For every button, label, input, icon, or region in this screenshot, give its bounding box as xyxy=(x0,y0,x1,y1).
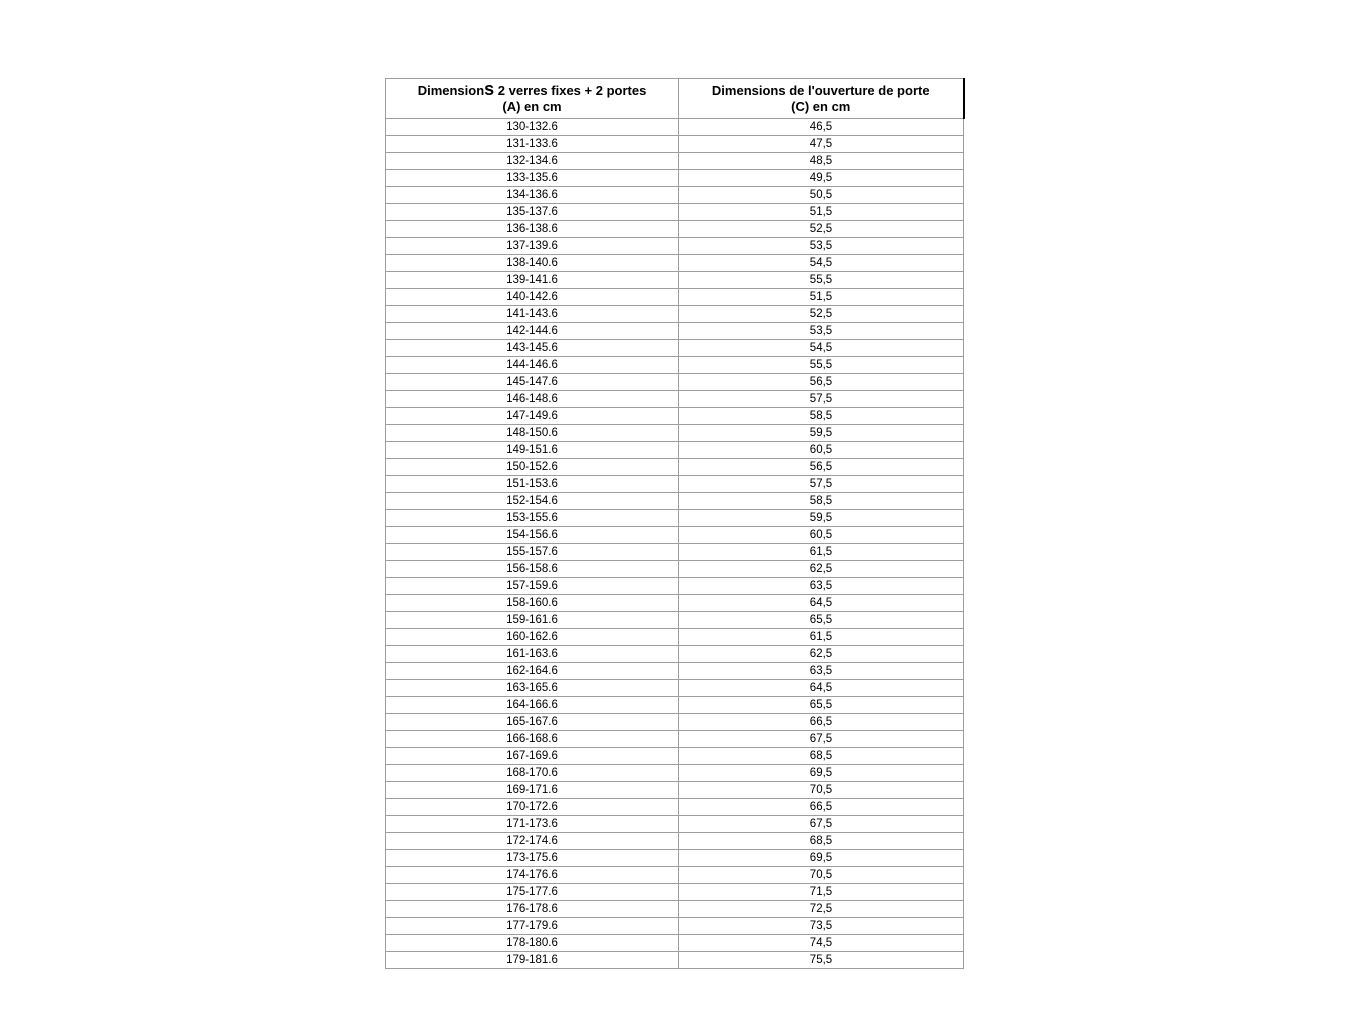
cell-dimension-c: 69,5 xyxy=(679,850,964,867)
table-row xyxy=(386,799,964,816)
cell-dimension-a: 133-135.6 xyxy=(386,170,679,187)
cell-dimension-c: 68,5 xyxy=(679,748,964,765)
cell-dimension-a: 179-181.6 xyxy=(386,952,679,969)
table-row xyxy=(386,629,964,646)
cell-dimension-a: 136-138.6 xyxy=(386,221,679,238)
table-row xyxy=(386,612,964,629)
cell-dimension-c: 63,5 xyxy=(679,663,964,680)
cell-dimension-c: 70,5 xyxy=(679,782,964,799)
cell-dimension-a: 156-158.6 xyxy=(386,561,679,578)
table-row xyxy=(386,561,964,578)
cell-dimension-c: 61,5 xyxy=(679,544,964,561)
table-row xyxy=(386,595,964,612)
cell-dimension-c: 51,5 xyxy=(679,289,964,306)
table-row xyxy=(386,493,964,510)
table-row xyxy=(386,782,964,799)
cell-dimension-c: 66,5 xyxy=(679,799,964,816)
cell-dimension-a: 142-144.6 xyxy=(386,323,679,340)
table-row xyxy=(386,255,964,272)
cell-dimension-c: 61,5 xyxy=(679,629,964,646)
cell-dimension-a: 158-160.6 xyxy=(386,595,679,612)
table-row xyxy=(386,187,964,204)
table-row xyxy=(386,765,964,782)
table-row xyxy=(386,646,964,663)
table-row xyxy=(386,408,964,425)
cell-dimension-c: 47,5 xyxy=(679,136,964,153)
cell-dimension-c: 53,5 xyxy=(679,323,964,340)
cell-dimension-a: 140-142.6 xyxy=(386,289,679,306)
cell-dimension-c: 63,5 xyxy=(679,578,964,595)
header-col-a-tall-s: s xyxy=(484,78,495,99)
header-col-a-line2: (A) en cm xyxy=(502,98,562,114)
cell-dimension-c: 53,5 xyxy=(679,238,964,255)
table-row xyxy=(386,952,964,969)
cell-dimension-c: 52,5 xyxy=(679,221,964,238)
cell-dimension-c: 62,5 xyxy=(679,561,964,578)
cell-dimension-c: 64,5 xyxy=(679,680,964,697)
cell-dimension-a: 134-136.6 xyxy=(386,187,679,204)
cell-dimension-a: 177-179.6 xyxy=(386,918,679,935)
cell-dimension-a: 178-180.6 xyxy=(386,935,679,952)
table-row xyxy=(386,442,964,459)
cell-dimension-c: 56,5 xyxy=(679,459,964,476)
cell-dimension-a: 146-148.6 xyxy=(386,391,679,408)
cell-dimension-a: 153-155.6 xyxy=(386,510,679,527)
table-row xyxy=(386,459,964,476)
cell-dimension-c: 58,5 xyxy=(679,493,964,510)
cell-dimension-c: 46,5 xyxy=(679,119,964,136)
cell-dimension-c: 65,5 xyxy=(679,612,964,629)
cell-dimension-a: 132-134.6 xyxy=(386,153,679,170)
cell-dimension-c: 55,5 xyxy=(679,272,964,289)
cell-dimension-a: 170-172.6 xyxy=(386,799,679,816)
table-row xyxy=(386,884,964,901)
table-row xyxy=(386,221,964,238)
cell-dimension-a: 159-161.6 xyxy=(386,612,679,629)
cell-dimension-a: 154-156.6 xyxy=(386,527,679,544)
cell-dimension-c: 66,5 xyxy=(679,714,964,731)
table-row xyxy=(386,527,964,544)
table-row xyxy=(386,816,964,833)
cell-dimension-c: 67,5 xyxy=(679,816,964,833)
table-row xyxy=(386,476,964,493)
cell-dimension-a: 131-133.6 xyxy=(386,136,679,153)
cell-dimension-a: 137-139.6 xyxy=(386,238,679,255)
cell-dimension-c: 58,5 xyxy=(679,408,964,425)
dimensions-table xyxy=(385,78,965,969)
cell-dimension-a: 143-145.6 xyxy=(386,340,679,357)
table-row xyxy=(386,323,964,340)
cell-dimension-a: 166-168.6 xyxy=(386,731,679,748)
table-row xyxy=(386,204,964,221)
table-row xyxy=(386,680,964,697)
cell-dimension-c: 68,5 xyxy=(679,833,964,850)
table-row xyxy=(386,119,964,136)
cell-dimension-c: 73,5 xyxy=(679,918,964,935)
cell-dimension-a: 168-170.6 xyxy=(386,765,679,782)
cell-dimension-a: 147-149.6 xyxy=(386,408,679,425)
table-row xyxy=(386,374,964,391)
table-row xyxy=(386,748,964,765)
table-row xyxy=(386,918,964,935)
table-row xyxy=(386,867,964,884)
cell-dimension-a: 130-132.6 xyxy=(386,119,679,136)
table-row xyxy=(386,340,964,357)
table-row xyxy=(386,391,964,408)
cell-dimension-c: 72,5 xyxy=(679,901,964,918)
cell-dimension-c: 49,5 xyxy=(679,170,964,187)
cell-dimension-c: 52,5 xyxy=(679,306,964,323)
table-row xyxy=(386,289,964,306)
cell-dimension-a: 174-176.6 xyxy=(386,867,679,884)
table-row xyxy=(386,901,964,918)
cell-dimension-c: 51,5 xyxy=(679,204,964,221)
cell-dimension-a: 165-167.6 xyxy=(386,714,679,731)
cell-dimension-a: 175-177.6 xyxy=(386,884,679,901)
cell-dimension-a: 149-151.6 xyxy=(386,442,679,459)
cell-dimension-a: 163-165.6 xyxy=(386,680,679,697)
cell-dimension-a: 152-154.6 xyxy=(386,493,679,510)
cell-dimension-c: 48,5 xyxy=(679,153,964,170)
cell-dimension-a: 144-146.6 xyxy=(386,357,679,374)
table-row xyxy=(386,306,964,323)
cell-dimension-a: 141-143.6 xyxy=(386,306,679,323)
table-row xyxy=(386,272,964,289)
cell-dimension-a: 160-162.6 xyxy=(386,629,679,646)
table-row xyxy=(386,544,964,561)
cell-dimension-a: 138-140.6 xyxy=(386,255,679,272)
header-col-a-rest: 2 verres fixes + 2 portes xyxy=(494,82,647,98)
header-row xyxy=(386,79,964,119)
cell-dimension-a: 164-166.6 xyxy=(386,697,679,714)
table-body xyxy=(386,119,964,969)
cell-dimension-a: 162-164.6 xyxy=(386,663,679,680)
table-row xyxy=(386,935,964,952)
table-row xyxy=(386,238,964,255)
cell-dimension-c: 75,5 xyxy=(679,952,964,969)
cell-dimension-a: 150-152.6 xyxy=(386,459,679,476)
cell-dimension-c: 64,5 xyxy=(679,595,964,612)
cell-dimension-a: 173-175.6 xyxy=(386,850,679,867)
header-col-c xyxy=(679,79,964,119)
cell-dimension-c: 55,5 xyxy=(679,357,964,374)
header-col-c-line2: (C) en cm xyxy=(791,98,851,114)
cell-dimension-c: 70,5 xyxy=(679,867,964,884)
cell-dimension-c: 65,5 xyxy=(679,697,964,714)
cell-dimension-a: 157-159.6 xyxy=(386,578,679,595)
cell-dimension-a: 139-141.6 xyxy=(386,272,679,289)
cell-dimension-a: 135-137.6 xyxy=(386,204,679,221)
cell-dimension-c: 59,5 xyxy=(679,510,964,527)
cell-dimension-c: 57,5 xyxy=(679,476,964,493)
cell-dimension-c: 67,5 xyxy=(679,731,964,748)
table-row xyxy=(386,510,964,527)
table-row xyxy=(386,731,964,748)
cell-dimension-c: 74,5 xyxy=(679,935,964,952)
table-row xyxy=(386,850,964,867)
cell-dimension-c: 50,5 xyxy=(679,187,964,204)
header-col-a-line1 xyxy=(417,78,647,99)
table-header xyxy=(386,79,964,119)
cell-dimension-a: 176-178.6 xyxy=(386,901,679,918)
cell-dimension-c: 62,5 xyxy=(679,646,964,663)
header-col-a xyxy=(386,79,679,119)
cell-dimension-a: 167-169.6 xyxy=(386,748,679,765)
cell-dimension-c: 60,5 xyxy=(679,527,964,544)
cell-dimension-a: 145-147.6 xyxy=(386,374,679,391)
cell-dimension-c: 71,5 xyxy=(679,884,964,901)
header-col-a-prefix: Dimension xyxy=(417,82,485,98)
header-col-c-line1: Dimensions de l'ouverture de porte xyxy=(711,82,930,98)
table-row xyxy=(386,136,964,153)
cell-dimension-a: 151-153.6 xyxy=(386,476,679,493)
cell-dimension-a: 172-174.6 xyxy=(386,833,679,850)
table-row xyxy=(386,170,964,187)
cell-dimension-c: 57,5 xyxy=(679,391,964,408)
cell-dimension-a: 169-171.6 xyxy=(386,782,679,799)
table-row xyxy=(386,153,964,170)
table-row xyxy=(386,578,964,595)
cell-dimension-c: 60,5 xyxy=(679,442,964,459)
cell-dimension-a: 171-173.6 xyxy=(386,816,679,833)
cell-dimension-c: 56,5 xyxy=(679,374,964,391)
table-row xyxy=(386,663,964,680)
cell-dimension-c: 54,5 xyxy=(679,340,964,357)
cell-dimension-c: 54,5 xyxy=(679,255,964,272)
table-row xyxy=(386,714,964,731)
cell-dimension-c: 59,5 xyxy=(679,425,964,442)
table-row xyxy=(386,833,964,850)
cell-dimension-a: 161-163.6 xyxy=(386,646,679,663)
cell-dimension-a: 148-150.6 xyxy=(386,425,679,442)
table-row xyxy=(386,357,964,374)
table-row xyxy=(386,425,964,442)
cell-dimension-c: 69,5 xyxy=(679,765,964,782)
cell-dimension-a: 155-157.6 xyxy=(386,544,679,561)
table-row xyxy=(386,697,964,714)
